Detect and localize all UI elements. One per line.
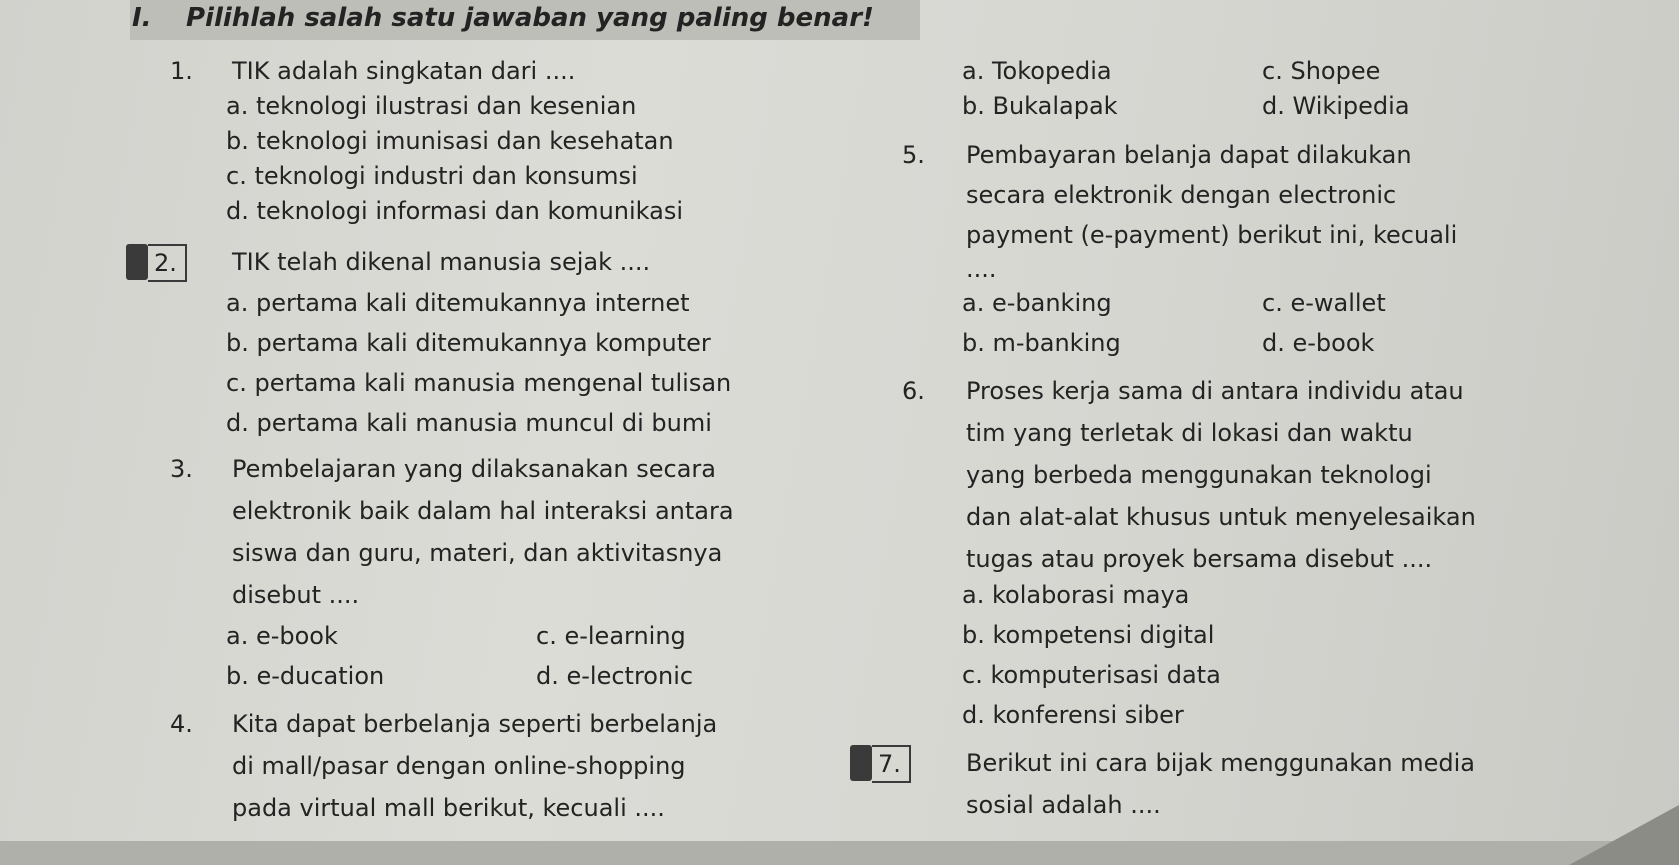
question-3-option-d[interactable]: d. e-lectronic [536, 662, 694, 690]
question-4-option-b[interactable]: b. Bukalapak [962, 92, 1118, 120]
question-5-option-d[interactable]: d. e-book [1262, 329, 1375, 357]
question-5-text-line-3: payment (e-payment) berikut ini, kecuali [966, 221, 1458, 249]
question-1-number: 1. [170, 57, 193, 85]
question-6-option-d[interactable]: d. konferensi siber [962, 701, 1184, 729]
page-corner-shadow [1569, 805, 1679, 865]
question-3-option-c[interactable]: c. e-learning [536, 622, 686, 650]
question-6-text-line-2: tim yang terletak di lokasi dan waktu [966, 419, 1413, 447]
question-7-number: 7. [872, 745, 911, 783]
question-6-option-c[interactable]: c. komputerisasi data [962, 661, 1221, 689]
question-7-text-line-1: Berikut ini cara bijak menggunakan media [966, 749, 1475, 777]
question-5-text-line-1: Pembayaran belanja dapat dilakukan [966, 141, 1412, 169]
question-5-option-a[interactable]: a. e-banking [962, 289, 1112, 317]
question-5-option-b[interactable]: b. m-banking [962, 329, 1121, 357]
question-6-option-b[interactable]: b. kompetensi digital [962, 621, 1215, 649]
question-4-text-line-2: di mall/pasar dengan online-shopping [232, 752, 686, 780]
question-4-text-line-1: Kita dapat berbelanja seperti berbelanja [232, 710, 718, 738]
question-1-option-d[interactable]: d. teknologi informasi dan komunikasi [226, 197, 684, 225]
question-1-option-b[interactable]: b. teknologi imunisasi dan kesehatan [226, 127, 674, 155]
question-6-text-line-4: dan alat-alat khusus untuk menyelesaikan [966, 503, 1476, 531]
question-3-option-a[interactable]: a. e-book [226, 622, 338, 650]
question-4-option-a[interactable]: a. Tokopedia [962, 57, 1112, 85]
section-header [130, 0, 920, 40]
section-instruction: Pilihlah salah satu jawaban yang paling benar! [186, 3, 874, 33]
question-1-option-c[interactable]: c. teknologi industri dan konsumsi [226, 162, 638, 190]
question-2-option-a[interactable]: a. pertama kali ditemukannya internet [226, 289, 690, 317]
question-5-option-c[interactable]: c. e-wallet [1262, 289, 1386, 317]
question-3-text-line-3: siswa dan guru, materi, dan aktivitasnya [232, 539, 723, 567]
question-2-option-b[interactable]: b. pertama kali ditemukannya komputer [226, 329, 711, 357]
question-4-text-line-3: pada virtual mall berikut, kecuali .... [232, 794, 665, 822]
question-3-text-line-1: Pembelajaran yang dilaksanakan secara [232, 455, 716, 483]
question-6-text-line-3: yang berbeda menggunakan teknologi [966, 461, 1432, 489]
question-5-text-line-4: .... [966, 255, 997, 283]
question-6-text-line-5: tugas atau proyek bersama disebut .... [966, 545, 1433, 573]
question-6-number: 6. [902, 377, 925, 405]
question-1-option-a[interactable]: a. teknologi ilustrasi dan kesenian [226, 92, 637, 120]
question-4-number: 4. [170, 710, 193, 738]
soal-hots-badge [126, 244, 148, 280]
section-numeral: I. [132, 3, 152, 33]
question-3-text-line-4: disebut .... [232, 581, 360, 609]
question-4-option-c[interactable]: c. Shopee [1262, 57, 1381, 85]
question-6-text-line-1: Proses kerja sama di antara individu atau [966, 377, 1464, 405]
question-3-option-b[interactable]: b. e-ducation [226, 662, 385, 690]
question-5-text-line-2: secara elektronik dengan electronic [966, 181, 1397, 209]
question-3-number: 3. [170, 455, 193, 483]
question-2-option-c[interactable]: c. pertama kali manusia mengenal tulisan [226, 369, 732, 397]
question-3-text-line-2: elektronik baik dalam hal interaksi antara [232, 497, 734, 525]
question-4-option-d[interactable]: d. Wikipedia [1262, 92, 1410, 120]
question-6-option-a[interactable]: a. kolaborasi maya [962, 581, 1190, 609]
question-2-text: TIK telah dikenal manusia sejak .... [232, 248, 651, 276]
soal-hots-badge-2 [850, 745, 872, 781]
page-bottom-edge [0, 841, 1679, 865]
question-5-number: 5. [902, 141, 925, 169]
question-2-number: 2. [148, 244, 187, 282]
question-1-text: TIK adalah singkatan dari .... [232, 57, 576, 85]
question-2-option-d[interactable]: d. pertama kali manusia muncul di bumi [226, 409, 712, 437]
question-7-text-line-2: sosial adalah .... [966, 791, 1161, 819]
